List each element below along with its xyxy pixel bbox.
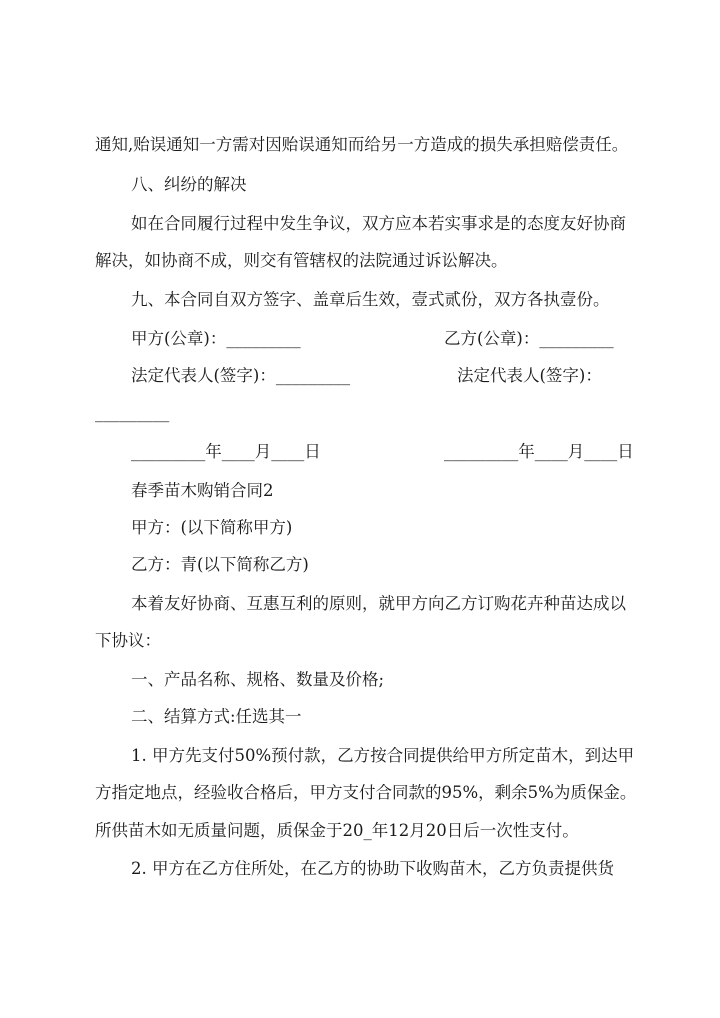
- party-a-line: 甲方：(以下简称甲方): [131, 518, 293, 537]
- party-b-date-line: _________年____月____日: [444, 442, 634, 461]
- paragraph-line: 解决，如协商不成，则交有管辖权的法院通过诉讼解决。: [95, 251, 508, 270]
- party-b-rep-line: 法定代表人(签字)：: [457, 366, 602, 385]
- paragraph-line: 通知,贻误通知一方需对因贻误通知而给另一方造成的损失承担赔偿责任。: [95, 135, 629, 154]
- paragraph-line: 方指定地点，经验收合格后，甲方支付合同款的95%，剩余5%为质保金。: [95, 783, 637, 802]
- paragraph-line: 所供苗木如无质量问题，质保金于20_年12月20日后一次性支付。: [95, 821, 579, 840]
- clause-heading-products: 一、产品名称、规格、数量及价格;: [131, 670, 385, 689]
- paragraph-line: 下协议：: [95, 631, 161, 650]
- party-b-seal-line: 乙方(公章)：_________: [444, 329, 614, 348]
- party-a-date-line: _________年____月____日: [131, 442, 321, 461]
- party-b-rep-blank: _________: [95, 403, 170, 422]
- paragraph-line: 1. 甲方先支付50%预付款，乙方按合同提供给甲方所定苗木，到达甲: [131, 746, 635, 765]
- section-heading-effect: 九、本合同自双方签字、盖章后生效，壹式贰份，双方各执壹份。: [131, 290, 610, 309]
- contract-title: 春季苗木购销合同2: [131, 481, 274, 500]
- paragraph-line: 2. 甲方在乙方住所处，在乙方的协助下收购苗木，乙方负责提供货: [131, 859, 614, 878]
- party-a-seal-line: 甲方(公章)：_________: [131, 329, 301, 348]
- party-a-rep-line: 法定代表人(签字)：_________: [131, 366, 351, 385]
- paragraph-line: 本着友好协商、互惠互利的原则，就甲方向乙方订购花卉种苗达成以: [131, 594, 626, 613]
- section-heading-dispute: 八、纠纷的解决: [131, 175, 247, 194]
- clause-heading-settlement: 二、结算方式:任选其一: [131, 707, 302, 726]
- paragraph-line: 如在合同履行过程中发生争议，双方应本若实事求是的态度友好协商: [131, 214, 626, 233]
- party-b-line: 乙方：青(以下简称乙方): [131, 555, 309, 574]
